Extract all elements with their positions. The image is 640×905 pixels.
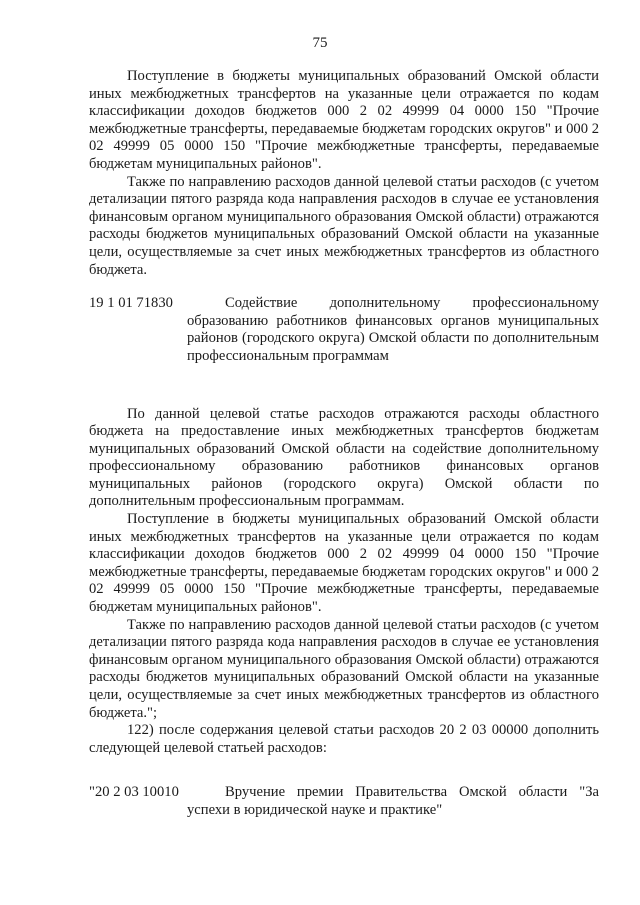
budget-article-title: Содействие дополнительному профессиональному образованию работников финансовых органов муниципальных районов (городского округа) Омской области по дополнительным профессиональным программам: [187, 295, 599, 364]
budget-article-19-1-01-71830: [89, 295, 599, 365]
page-number: 75: [312, 35, 328, 51]
spacer: [89, 757, 599, 784]
spacer: [89, 279, 599, 295]
paragraph-expenses-direction: Также по направлению расходов данной целевой статьи расходов (с учетом детализации пятого разряда кода направления расходов в случае ее установления финансовым органом муниципального образования Омской области) отражаются расходы бюджетов муниципальных образований Омской области на указанные цели, осуществляемые за счет иных межбюджетных трансфертов из областного бюджета.: [89, 173, 599, 278]
budget-article-code: "20 2 03 10010: [89, 784, 179, 801]
document-body: [89, 68, 599, 820]
paragraph-revenue-receipt-2: Поступление в бюджеты муниципальных образований Омской области иных межбюджетных трансфертов на указанные цели отражается по кодам классификации доходов бюджетов 000 2 02 49999 04 0000 150 "Прочие межбюджетные трансферты, передаваемые бюджетам городских округов" и 000 2 02 49999 05 0000 150 "Прочие межбюджетные трансферты, передаваемые бюджетам муниципальных районов".: [89, 511, 599, 616]
budget-article-code: 19 1 01 71830: [89, 295, 173, 312]
paragraph-revenue-receipt: Поступление в бюджеты муниципальных образований Омской области иных межбюджетных трансфертов на указанные цели отражается по кодам классификации доходов бюджетов 000 2 02 49999 04 0000 150 "Прочие межбюджетные трансферты, передаваемые бюджетам городских округов" и 000 2 02 49999 05 0000 150 "Прочие межбюджетные трансферты, передаваемые бюджетам муниципальных районов".: [89, 68, 599, 172]
paragraph-amendment-122: 122) после содержания целевой статьи расходов 20 2 03 00000 дополнить следующей целевой статьей расходов:: [89, 722, 599, 756]
paragraph-article-description: По данной целевой статье расходов отражаются расходы областного бюджета на предоставление иных межбюджетных трансфертов бюджетам муниципальных образований Омской области на содействие дополнительному профессиональному образованию работников финансовых органов муниципальных районов (городского округа) Омской области по дополнительным профессиональным программам.: [89, 405, 599, 510]
spacer: [89, 366, 599, 406]
budget-article-title: Вручение премии Правительства Омской области "За успехи в юридической науке и практике": [187, 784, 599, 818]
budget-article-20-2-03-10010: [89, 784, 599, 819]
paragraph-expenses-direction-2: Также по направлению расходов данной целевой статьи расходов (с учетом детализации пятого разряда кода направления расходов в случае ее установления финансовым органом муниципального образования Омской области) отражаются расходы бюджетов муниципальных образований Омской области на указанные цели, осуществляемые за счет иных межбюджетных трансфертов из областного бюджета.";: [89, 616, 599, 721]
